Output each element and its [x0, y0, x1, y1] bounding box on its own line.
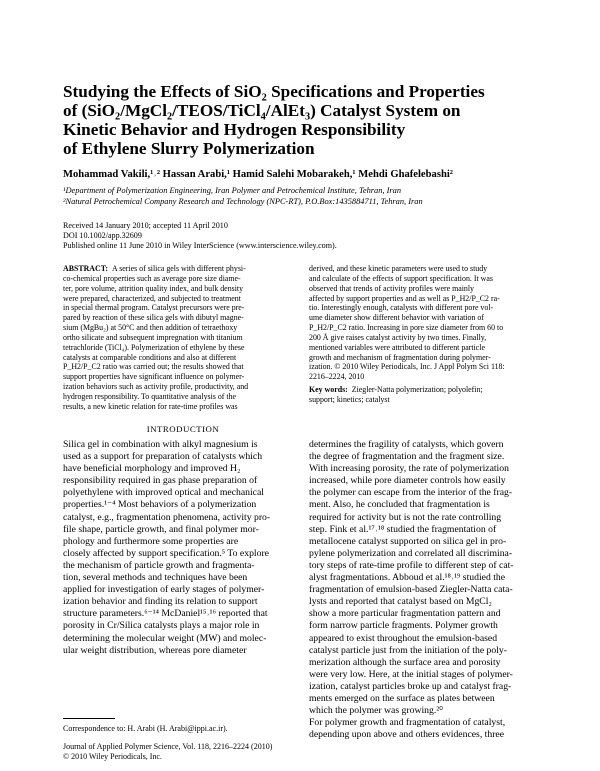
- article-title: [63, 82, 553, 158]
- abstract-line: ter, pore volume, attrition quality index, and bulk density: [63, 283, 244, 293]
- abstract-line: ume diameter show different behavior with variation of: [309, 313, 484, 323]
- title-line: of (SiO₂/MgCl₂/TEOS/TiCl₄/AlEt₃) Catalyst System on: [63, 101, 461, 120]
- abstract-line: 2216–2224, 2010: [309, 372, 365, 382]
- body-line: appeared to exist throughout the emulsion-based: [309, 632, 498, 644]
- copyright: © 2010 Wiley Periodicals, Inc.: [63, 752, 162, 761]
- keywords: [309, 385, 483, 405]
- body-line: depending upon above and others evidences, three: [309, 729, 505, 741]
- body-line: the mechanism of particle growth and fragmenta-: [63, 559, 255, 571]
- title-line: of Ethylene Slurry Polymerization: [63, 139, 315, 158]
- journal-citation: Journal of Applied Polymer Science, Vol. 118, 2216–2224 (2010): [63, 742, 273, 751]
- body-line: porosity in Cr/Silica catalysts plays a major role in: [63, 620, 260, 632]
- body-line: ular weight distribution, whereas pore diameter: [63, 644, 247, 656]
- body-line: ments emerged on the surface as plates between: [309, 692, 495, 704]
- abstract-line: in special thermal program. Catalyst precursors were pre-: [63, 303, 245, 313]
- abstract-left-column: [63, 264, 303, 412]
- journal-footer: [63, 742, 272, 762]
- body-line: were very low. Here, at the initial stages of polymer-: [309, 668, 513, 680]
- body-line: form narrow particle fragments. Polymer growth: [309, 620, 498, 632]
- body-line: the polymer can escape from the interior of the frag-: [309, 487, 513, 499]
- abstract-line: P_H2/P_C2 ratio was carried out; the results showed that: [63, 362, 244, 372]
- abstract-line: co-chemical properties such as average pore size diame-: [63, 273, 241, 283]
- body-line: responsibility required in gas phase preparation of: [63, 475, 258, 487]
- published-online: Published online 11 June 2010 in Wiley InterScience (www.interscience.wiley.com).: [63, 241, 337, 250]
- body-line: ization, catalyst particles broke up and catalyst frag-: [309, 680, 512, 692]
- abstract-line: 200 Å give raises catalyst activity by two times. Finally,: [309, 332, 487, 342]
- body-line: alyst fragmentations. Abboud et al.¹⁸˒¹⁹ studied the: [309, 572, 506, 584]
- abstract-line: results, a new kinetic relation for rate-time profiles was: [63, 401, 238, 411]
- abstract-line: hydrogen responsibility. To quantitative analysis of the: [63, 391, 237, 401]
- abstract-label: ABSTRACT:: [63, 264, 109, 273]
- introduction-right-column: [309, 439, 549, 741]
- body-line: tion, several methods and techniques have been: [63, 572, 248, 584]
- keywords-line: Key words: Ziegler-Natta polymerization; polyolefin;: [309, 385, 483, 394]
- abstract-line: observed that trends of activity profiles were mainly: [309, 283, 474, 293]
- body-line: metallocene catalyst supported on silica gel in pro-: [309, 535, 507, 547]
- abstract-line: and calculate of the effects of support specification. It was: [309, 273, 493, 283]
- body-line: step. Fink et al.¹⁷˒¹⁸ studied the fragmentation of: [309, 523, 497, 535]
- abstract-right-column: [309, 264, 549, 382]
- body-line: used as a support for preparation of catalysts which: [63, 451, 263, 463]
- keywords-line: support; kinetics; catalyst: [309, 394, 390, 404]
- body-line: catalyst particle just from the initiation of the poly-: [309, 644, 508, 656]
- body-line: increased, while pore diameter controls how easily: [309, 475, 506, 487]
- body-line: merization although the surface area and porosity: [309, 656, 501, 668]
- keywords-label: Key words:: [309, 385, 348, 394]
- body-line: file shape, particle growth, and final polymer mor-: [63, 523, 259, 535]
- body-line: ization behavior and finding its relation to support: [63, 596, 258, 608]
- received-date: Received 14 January 2010; accepted 11 April 2010: [63, 221, 228, 230]
- publication-dates: [63, 221, 337, 251]
- abstract-line: ization. © 2010 Wiley Periodicals, Inc. J Appl Polym Sci 118:: [309, 362, 505, 372]
- abstract-line: pared by reaction of these silica gels with dibutyl magne-: [63, 313, 244, 323]
- abstract-line: derived, and these kinetic parameters were used to study: [309, 264, 488, 273]
- body-line: determining the molecular weight (MW) and molec-: [63, 632, 267, 644]
- body-line: lysts and reported that catalyst based on MgCl₂: [309, 596, 492, 608]
- abstract-line: mentioned variables were attributed to different particle: [309, 342, 486, 352]
- section-heading-introduction: INTRODUCTION: [146, 424, 220, 434]
- body-line: pylene polymerization and correlated all discrimina-: [309, 547, 513, 559]
- body-line: catalyst, e.g., fragmentation phenomena, activity pro-: [63, 511, 271, 523]
- correspondence-note: Correspondence to: H. Arabi (H. Arabi@ippi.ac.ir).: [63, 724, 228, 733]
- abstract-line: catalysts at comparable conditions and also at different: [63, 352, 237, 362]
- abstract-line: support properties have significant influence on polymer-: [63, 372, 245, 382]
- author-list: Mohammad Vakili,¹˒² Hassan Arabi,¹ Hamid Salehi Mobarakeh,¹ Mehdi Ghafelebashi²: [63, 169, 453, 180]
- body-line: required for activity but is not the rate controlling: [309, 511, 502, 523]
- footnote-divider: [63, 718, 115, 719]
- introduction-left-column: [63, 439, 303, 657]
- body-line: properties.¹⁻⁴ Most behaviors of a polymerization: [63, 499, 257, 511]
- body-line: With increasing porosity, the rate of polymerization: [309, 463, 509, 475]
- abstract-line: were prepared, characterized, and subjected to treatment: [63, 293, 241, 303]
- body-line: Silica gel in combination with alkyl magnesium is: [63, 439, 258, 450]
- body-line: polyethylene with improved optical and mechanical: [63, 487, 264, 499]
- title-line: Studying the Effects of SiO₂ Specifications and Properties: [63, 82, 485, 101]
- body-line: tory steps of rate-time profile to different step of cat-: [309, 559, 514, 571]
- title-line: Kinetic Behavior and Hydrogen Responsibility: [63, 120, 406, 139]
- abstract-line: ortho silicate and subsequent impregnation with titanium: [63, 332, 243, 342]
- body-line: have beneficial morphology and improved H₂: [63, 463, 241, 475]
- body-line: ment. Also, he concluded that fragmentation is: [309, 499, 490, 511]
- abstract-line: tetrachloride (TiCl₄). Polymerization of ethylene by these: [63, 342, 245, 352]
- body-line: phology and furthermore some properties are: [63, 535, 239, 547]
- abstract-line: ization behaviors such as activity profile, productivity, and: [63, 382, 249, 392]
- abstract-line: affected by support properties and as well as P_H2/P_C2 ra-: [309, 293, 500, 303]
- body-line: determines the fragility of catalysts, which govern: [309, 439, 504, 450]
- affiliations: [63, 186, 423, 207]
- body-line: structure parameters.⁶⁻¹⁴ McDaniel¹⁵˒¹⁶ reported that: [63, 608, 268, 620]
- body-line: closely affected by support specification.⁵ To explore: [63, 547, 269, 559]
- body-line: For polymer growth and fragmentation of catalyst,: [309, 717, 506, 729]
- doi: DOI 10.1002/app.32609: [63, 231, 142, 240]
- abstract-line: sium (MgBu₂) at 50°C and then addition of tetraethoxy: [63, 323, 238, 333]
- abstract-line: P_H2/P_C2 ratio. Increasing in pore size diameter from 60 to: [309, 323, 504, 333]
- body-line: show a more particular fragmentation pattern and: [309, 608, 501, 620]
- body-line: applied for investigation of early stages of polymer-: [63, 584, 265, 596]
- abstract-line: tio. Interestingly enough, catalysts with different pore vol-: [309, 303, 494, 313]
- affiliation-1: ¹Department of Polymerization Engineering, Iran Polymer and Petrochemical Institute, Tehran, Iran: [63, 186, 402, 195]
- body-line: fragmentation of emulsion-based Ziegler-Natta cata-: [309, 584, 513, 596]
- abstract-line: growth and mechanism of fragmentation during polymer-: [309, 352, 491, 362]
- body-line: which the polymer was growing.²⁰: [309, 705, 444, 717]
- affiliation-2: ²Natural Petrochemical Company Research and Technology (NPC-RT), P.O.Box:1435884711, Tehran, Iran: [63, 196, 423, 206]
- abstract-line: ABSTRACT: A series of silica gels with different physi-: [63, 264, 246, 273]
- body-line: the degree of fragmentation and the fragment size.: [309, 451, 505, 463]
